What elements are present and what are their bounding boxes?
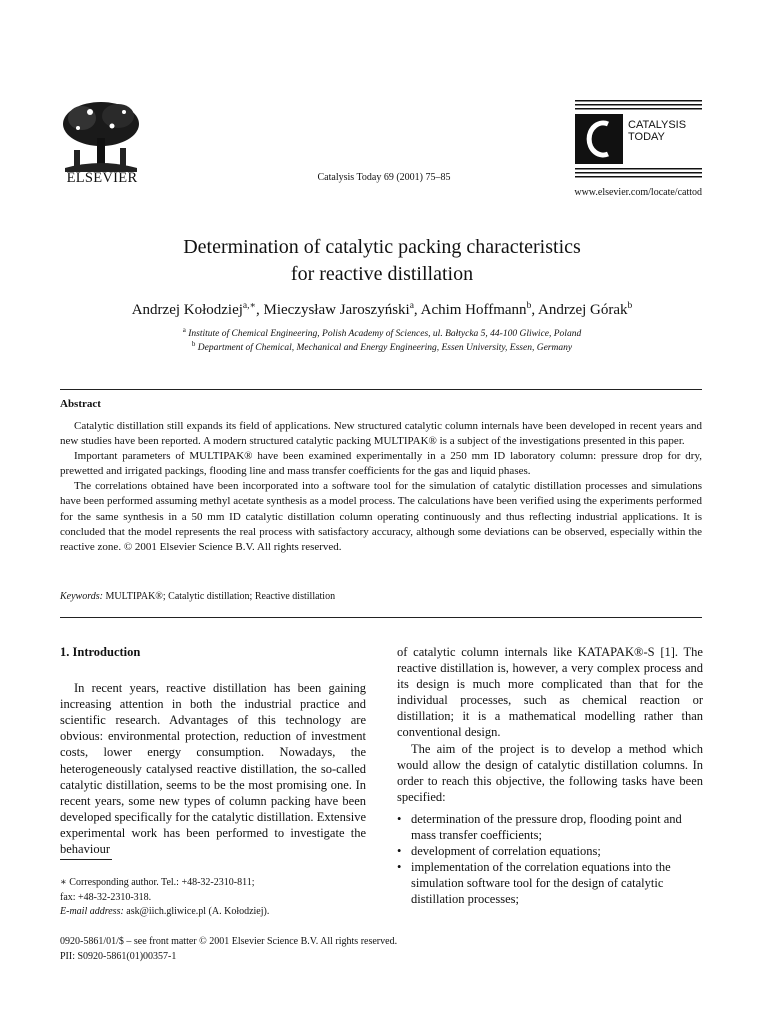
list-item (397, 843, 703, 859)
author-list: Andrzej Kołodziej$^{a,∗}$, Mieczysław Jaroszyński$^a$, Achim Hoffmann$^b$, Andrzej Górak$^b$ (131, 301, 633, 318)
footnote-email (60, 905, 366, 920)
email-label: E-mail address: (60, 906, 124, 917)
affiliation-mark: a (182, 326, 186, 334)
author-affil-mark: a (409, 301, 414, 311)
author-affil-mark: b (627, 301, 633, 311)
list-item (397, 859, 703, 907)
footnote-divider (60, 859, 112, 860)
divider-bottom (60, 617, 702, 618)
author-affil-mark: b (526, 301, 532, 311)
keywords (60, 591, 335, 602)
abstract-paragraph: Important parameters of MULTIPAK® have been examined experimentally in a 250 mm ID laboratory column: pressure drop for dry, prewetted and irrigated packings, flooding line and mass transfer coefficients for the gas and liquid phases. (60, 450, 702, 478)
copyright-line: 0920-5861/01/$ – see front matter © 2001 Elsevier Science B.V. All rights reserved. (60, 936, 398, 947)
intro-paragraph: In recent years, reactive distillation has been gaining increasing attention in both the industrial practice and scientific research. Advantages of this technology are obvious: environmental protection, reduction of investment costs, lower energy consumption. Nowadays, the heterogeneously catalysed reactive distillation, the so-called catalytic distillation, seems to be the most promising one. In recent years, some new types of column packing have been developed specifically for the catalytic distillation. Extensive experimental work has been performed to investigate the behaviour (60, 681, 366, 857)
bullet-icon: • (397, 844, 402, 859)
affiliation-text: Department of Chemical, Mechanical and Energy Engineering, Essen University, Essen, Germany (197, 343, 573, 354)
publisher-name: ELSEVIER (66, 170, 138, 186)
affiliation-mark: b (191, 340, 196, 348)
abstract-paragraph: Catalytic distillation still expands its field of applications. New structured catalytic column internals have been developed in recent years and new studies have been reported. A modern structured catalytic packing MULTIPAK® is a subject of the investigations presented in this paper. (60, 420, 702, 448)
title-line-2: for reactive distillation (290, 263, 474, 285)
divider-top (60, 389, 702, 390)
elsevier-tree-logo (60, 98, 142, 172)
author-name: Mieczysław Jaroszyński (263, 302, 410, 318)
right-column (397, 644, 703, 908)
list-item-text: development of correlation equations; (411, 844, 601, 859)
bullet-icon: • (397, 811, 402, 826)
journal-cover-logo (575, 100, 702, 180)
list-item-text: implementation of the correlation equations into the simulation software tool for the design of catalytic distillation processes; (411, 860, 671, 907)
abstract-paragraph: The correlations obtained have been incorporated into a software tool for the simulation of catalytic distillation processes and simulations have been performed assuming methyl acetate synthesis as a model process. The calculations have been verified using the experiments performed for the same synthesis in a 50 mm ID catalytic distillation column operating continuously and thus reflecting industrial applications. It is concluded that the model represents the real process with satisfactory accuracy, although some deviations can be observed, especially within the reactive zone. © 2001 Elsevier Science B.V. All rights reserved. (60, 480, 702, 553)
abstract-heading: Abstract (60, 398, 101, 410)
keywords-text: MULTIPAK®; Catalytic distillation; Reactive distillation (105, 591, 336, 602)
author-name: Andrzej Górak (538, 302, 628, 318)
task-list (397, 811, 703, 908)
affiliation-a (60, 326, 704, 339)
title-line-1: Determination of catalytic packing characteristics (183, 236, 581, 258)
intro-paragraph: The aim of the project is to develop a method which would allow the design of catalytic distillation columns. In order to reach this objective, the following tasks have been specified: (397, 741, 703, 804)
affiliation-text: Institute of Chemical Engineering, Polish Academy of Sciences, ul. Bałtycka 5, 44-100 Gliwice, Poland (188, 329, 582, 340)
keywords-label: Keywords: (60, 591, 103, 602)
journal-name-line2: TODAY (628, 131, 665, 143)
bullet-icon: • (397, 860, 402, 875)
abstract-body (60, 419, 702, 555)
section-heading-introduction: 1. Introduction (60, 645, 141, 659)
journal-url-link[interactable]: www.elsevier.com/locate/cattod (574, 187, 702, 198)
intro-paragraph-continued: of catalytic column internals like KATAPAK®-S [1]. The reactive distillation is, however, a very complex process and its design is much more complicated than that for the individual processes, such as chemical reaction or distillation; it is a mathematical modelling rather than conventional design. (397, 645, 703, 740)
journal-reference: Catalysis Today 69 (2001) 75–85 (317, 172, 451, 183)
email-address-link[interactable]: ask@iich.gliwice.pl (A. Kołodziej). (126, 906, 270, 917)
list-item (397, 811, 703, 843)
pii-line: PII: S0920-5861(01)00357-1 (60, 950, 177, 962)
affiliation-b (60, 340, 704, 353)
author-affil-mark: a,∗ (242, 301, 256, 311)
journal-name-line1: CATALYSIS (628, 119, 687, 131)
footnote-line: ∗ Corresponding author. Tel.: +48-32-2310-811; (60, 877, 255, 888)
author-name: Achim Hoffmann (420, 302, 527, 318)
footnotes (60, 876, 366, 920)
footnote-line: fax: +48-32-2310-318. (60, 891, 152, 903)
paper-title (60, 234, 704, 288)
author-name: Andrzej Kołodziej (131, 302, 243, 318)
list-item-text: determination of the pressure drop, flooding point and mass transfer coefficients; (411, 811, 682, 843)
page-footer (60, 935, 397, 964)
left-column (60, 644, 366, 857)
